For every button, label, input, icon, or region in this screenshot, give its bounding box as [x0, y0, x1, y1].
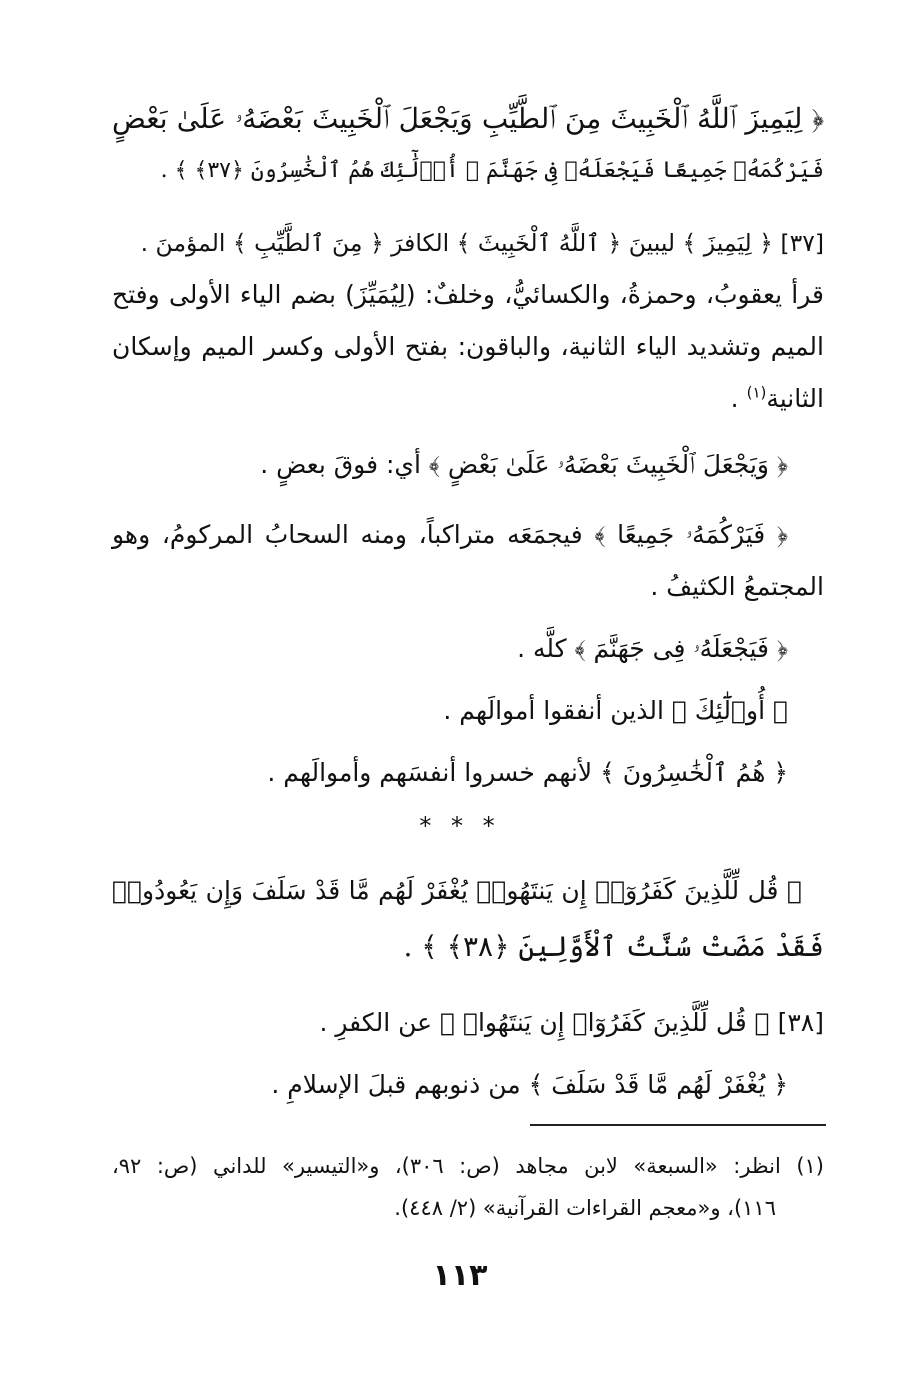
footnote-rule — [530, 1124, 826, 1126]
commentary-37-paragraph-3-line-2: المجتمعُ الكثيفُ . — [650, 572, 824, 601]
page-number: ١١٣ — [432, 1258, 488, 1293]
verse-37-line-2: فَيَرْكُمَهُۥ جَمِيعًا فَيَجْعَلَهُۥ فِى جَهَنَّمَ ۚ أُو۟لَٰٓئِكَ هُمُ ٱلْخَٰسِرُونَ ﴿٣٧﴾ ﴾ . — [160, 158, 824, 183]
commentary-37-paragraph-6: ﴿ هُمُ ٱلْخَٰسِرُونَ ﴾ لأنهم خسروا أنفسَهم وأموالَهم . — [267, 758, 788, 787]
verse-38-line-2: فَقَدْ مَضَتْ سُنَّتُ ٱلْأَوَّلِينَ ﴿٣٨﴾ ﴾ . — [403, 930, 824, 963]
section-separator: * * * — [419, 812, 501, 840]
commentary-38-line-2: ﴿ يُغْفَرْ لَهُم مَّا قَدْ سَلَفَ ﴾ من ذنوبهم قبلَ الإسلامِ . — [271, 1070, 788, 1099]
commentary-37-paragraph-3-line-1: ﴿ فَيَرْكُمَهُۥ جَمِيعًا ﴾ فيجمَعَه متراكباً، ومنه السحابُ المركومُ، وهو — [112, 520, 788, 549]
footnote-line-1: (١) انظر: «السبعة» لابن مجاهد (ص: ٣٠٦)، و«التيسير» للداني (ص: ٩٢، — [112, 1154, 824, 1178]
commentary-37-line-4-text: الثانية — [766, 384, 824, 413]
commentary-37-paragraph-4: ﴿ فَيَجْعَلَهُۥ فِى جَهَنَّمَ ﴾ كلَّه . — [517, 634, 788, 663]
verse-37-line-1: ﴿ لِيَمِيزَ ٱللَّهُ ٱلْخَبِيثَ مِنَ ٱلطَّيِّبِ وَيَجْعَلَ ٱلْخَبِيثَ بَعْضَهُۥ عَلَىٰ بَعْضٍ — [112, 102, 824, 135]
commentary-38-line-1: [٣٨] ﴿ قُل لِّلَّذِينَ كَفَرُوٓا۟ إِن يَنتَهُوا۟ ﴾ عن الكفرِ . — [319, 1008, 824, 1037]
verse-38-line-1: ﴿ قُل لِّلَّذِينَ كَفَرُوٓا۟ إِن يَنتَهُوا۟ يُغْفَرْ لَهُم مَّا قَدْ سَلَفَ وَإِن يَعُودُوا۟ — [112, 876, 802, 905]
commentary-37-line-3: الميم وتشديد الياء الثانية، والباقون: بفتح الأولى وكسر الميم وإسكان — [112, 332, 824, 361]
commentary-37-line-4-end: . — [730, 384, 747, 413]
commentary-37-paragraph-5: ﴿ أُو۟لَٰٓئِكَ ﴾ الذين أنفقوا أموالَهم . — [443, 696, 788, 725]
commentary-37-line-1: [٣٧] ﴿ لِيَمِيزَ ﴾ ليبينَ ﴿ ٱللَّهُ ٱلْخَبِيثَ ﴾ الكافرَ ﴿ مِنَ ٱلطَّيِّبِ ﴾ المؤمنَ . — [140, 229, 824, 257]
commentary-37-line-4 — [500, 370, 824, 428]
commentary-37-paragraph-2: ﴿ وَيَجْعَلَ ٱلْخَبِيثَ بَعْضَهُۥ عَلَىٰ بَعْضٍ ﴾ أي: فوقَ بعضٍ . — [260, 450, 788, 479]
commentary-37-line-2: قرأ يعقوبُ، وحمزةُ، والكسائيُّ، وخلفٌ: (لِيُمَيِّزَ) بضم الياء الأولى وفتح — [112, 280, 824, 309]
footnote-ref-1: (١) — [746, 383, 767, 402]
footnote-line-2: ١١٦)، و«معجم القراءات القرآنية» (٢/ ٤٤٨). — [394, 1196, 776, 1220]
